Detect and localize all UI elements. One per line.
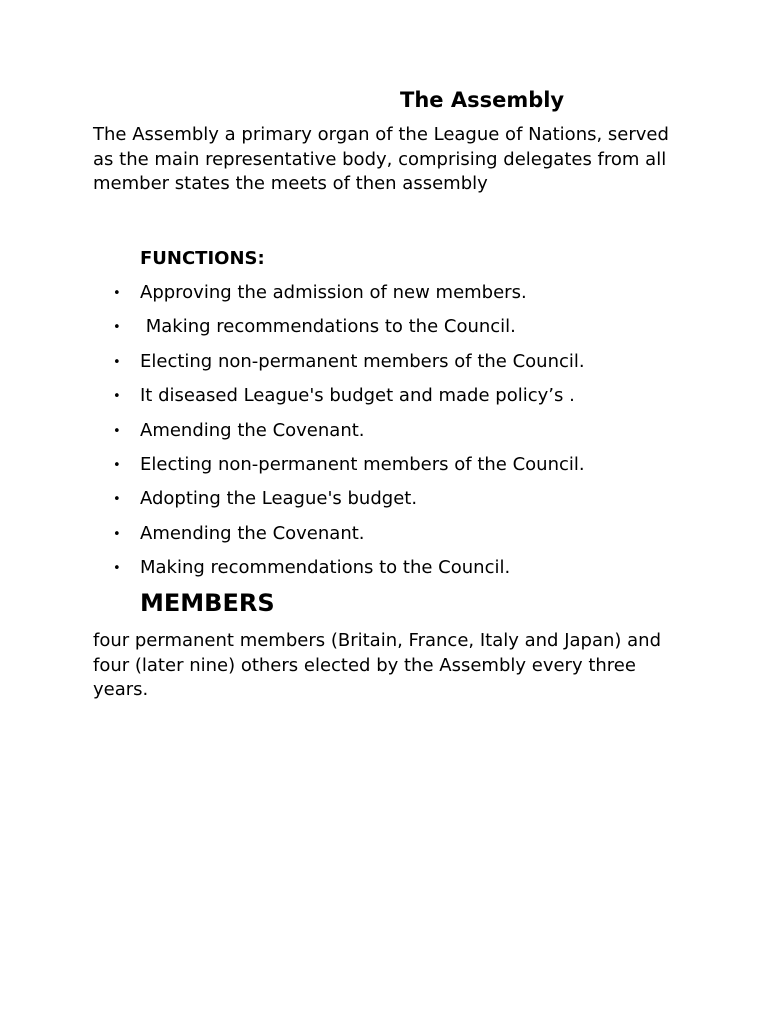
list-item-text: Approving the admission of new members. [140, 282, 527, 303]
list-item [0, 349, 768, 383]
list-item-text: It diseased League's budget and made policy’s . [140, 385, 575, 407]
bullet-icon: • [113, 457, 121, 473]
bullet-icon: • [113, 526, 121, 542]
functions-heading: FUNCTIONS: [140, 248, 265, 269]
bullet-icon: • [113, 492, 121, 508]
list-item [0, 486, 768, 520]
list-item-text: Making recommendations to the Council. [140, 557, 511, 579]
list-item-text: Electing non-permanent members of the Council. [140, 453, 585, 475]
list-item-text: Amending the Covenant. [140, 522, 365, 544]
list-item-text: Adopting the League's budget. [140, 488, 418, 510]
list-item-text: Amending the Covenant. [140, 419, 365, 441]
list-item [0, 314, 768, 348]
list-item [0, 418, 768, 452]
bullet-icon: • [113, 320, 121, 336]
intro-paragraph: The Assembly a primary organ of the League of Nations, served as the main representative body, comprising delegates from all member states the meets of then assembly [93, 124, 669, 195]
bullet-icon: • [113, 354, 121, 370]
list-item-text: Making recommendations to the Council. [140, 316, 516, 338]
bullet-icon: • [113, 561, 121, 577]
members-heading: MEMBERS [140, 589, 275, 617]
page-title: The Assembly [400, 88, 565, 112]
members-paragraph: four permanent members (Britain, France, Italy and Japan) and four (later nine) others elected by the Assembly every three years. [93, 630, 662, 701]
list-item [0, 383, 768, 417]
bullet-icon: • [113, 423, 121, 439]
list-item-text: Electing non-permanent members of the Council. [140, 350, 585, 372]
bullet-icon: • [113, 389, 121, 405]
list-item [0, 555, 768, 589]
list-item [0, 521, 768, 555]
list-item [0, 452, 768, 486]
functions-list [0, 280, 768, 590]
bullet-icon: • [113, 286, 121, 301]
list-item [0, 280, 768, 314]
